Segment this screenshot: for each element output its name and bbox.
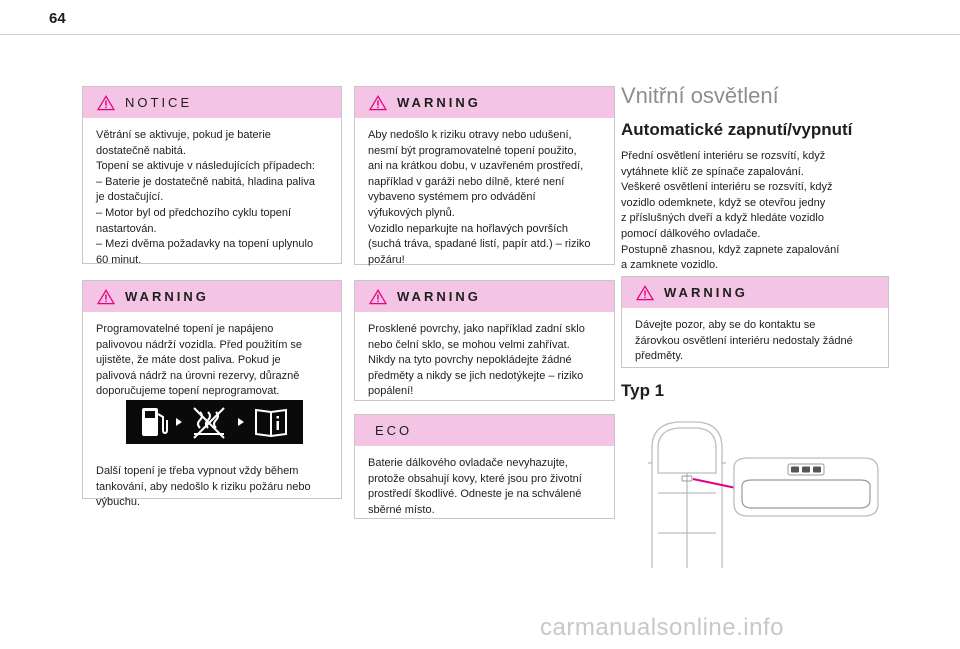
notice-text: Větrání se aktivuje, pokud je baterie dostatečně nabitá. Topení se aktivuje v následujících případech: – Baterie je dostatečně nabitá, hladina paliva je dostačující. – Motor byl od předchozího cyklu topení nastartován. – Mezi dvěma požadavky na topení uplynulo 60 minut.: [96, 129, 315, 266]
vehicle-outline-icon: [648, 422, 726, 568]
warning-body: [622, 308, 888, 365]
warning-text: Dávejte pozor, aby se do kontaktu se žárovkou osvětlení interiéru nedostaly žádné předměty.: [635, 319, 853, 363]
warning-text: Prosklené povrchy, jako například zadní sklo nebo čelní sklo, se mohou velmi zahřívat. Nikdy na tyto povrchy nepokládejte žádné předměty a nikdy se jich nedotýkejte – riziko popálení!: [368, 323, 585, 398]
warning-body: [355, 118, 614, 268]
ceiling-light-icon: [734, 458, 878, 516]
notice-box: [82, 86, 342, 264]
warning-box-glass-surfaces: [354, 280, 615, 401]
refuel-pictogram: [126, 400, 303, 444]
warning-triangle-icon: [636, 285, 654, 301]
section-paragraph: Přední osvětlení interiéru se rozsvítí, když vytáhnete klíč ze spínače zapalování. Veškeré osvětlení interiéru se rozsvítí, když vozidlo odemknete, když se otevřou jedny z příslušných dveří a když hledáte vozidlo pomocí dálkového ovladače. Postupně zhasnou, když zapnete zapalování a zamknete vozidlo.: [621, 150, 840, 272]
warning-text: Programovatelné topení je napájeno palivovou nádrží vozidla. Před použitím se ujistěte, že máte dost paliva. Pokud je palivová nádrž na úrovni rezervy, důrazně doporučujeme topení neprogramovat.: [96, 323, 303, 398]
notice-body: [83, 118, 341, 268]
warning-header: [83, 281, 341, 312]
warning-header: [355, 87, 614, 118]
warning-text-2: Další topení je třeba vypnout vždy během tankování, aby nedošlo k riziku požáru nebo výbuchu.: [96, 465, 311, 509]
notice-header: [83, 87, 341, 118]
warning-body: [83, 312, 341, 400]
manual-book-icon: [256, 410, 286, 436]
warning-title: WARNING: [125, 289, 209, 304]
top-divider: [0, 34, 960, 35]
warning-title: WARNING: [397, 289, 481, 304]
warning-title: WARNING: [397, 95, 481, 110]
eco-text: Baterie dálkového ovladače nevyhazujte, protože obsahují kovy, které jsou pro životní prostředí škodlivé. Odneste je na schválené sběrné místo.: [368, 457, 582, 516]
eco-body: [355, 446, 614, 518]
warning-triangle-icon: [97, 95, 115, 111]
interior-light-illustration: [638, 418, 883, 573]
heater-off-icon: [194, 408, 224, 438]
type-heading: Typ 1: [621, 381, 665, 400]
fuel-pump-icon: [142, 408, 167, 436]
subsection-heading: Automatické zapnutí/vypnutí: [621, 120, 853, 139]
warning-title: WARNING: [664, 285, 748, 300]
eco-header: [355, 415, 614, 446]
notice-title: NOTICE: [125, 95, 193, 110]
warning-text: Aby nedošlo k riziku otravy nebo udušení, nesmí být programovatelné topení použito, ani na krátkou dobu, v uzavřeném prostředí, například v garáži nebo dílně, které není vybaveno systémem pro odvádění výfukových plynů. Vozidlo neparkujte na hořlavých površích (suchá tráva, spadané listí, papír atd.) – riziko požáru!: [368, 129, 591, 266]
warning-triangle-icon: [369, 95, 387, 111]
warning-header: [622, 277, 888, 308]
warning-body-2: [83, 464, 323, 511]
eco-title: ECO: [375, 423, 413, 438]
eco-box: [354, 414, 615, 519]
warning-triangle-icon: [97, 289, 115, 305]
warning-body: [355, 312, 614, 400]
warning-box-poisoning: [354, 86, 615, 265]
page-number: 64: [49, 10, 66, 27]
warning-triangle-icon: [369, 289, 387, 305]
warning-box-programmable-heater: [82, 280, 342, 509]
warning-box-bulb: [621, 276, 889, 368]
watermark: carmanualsonline.info: [540, 614, 784, 641]
warning-header: [355, 281, 614, 312]
section-heading: Vnitřní osvětlení: [621, 83, 779, 108]
